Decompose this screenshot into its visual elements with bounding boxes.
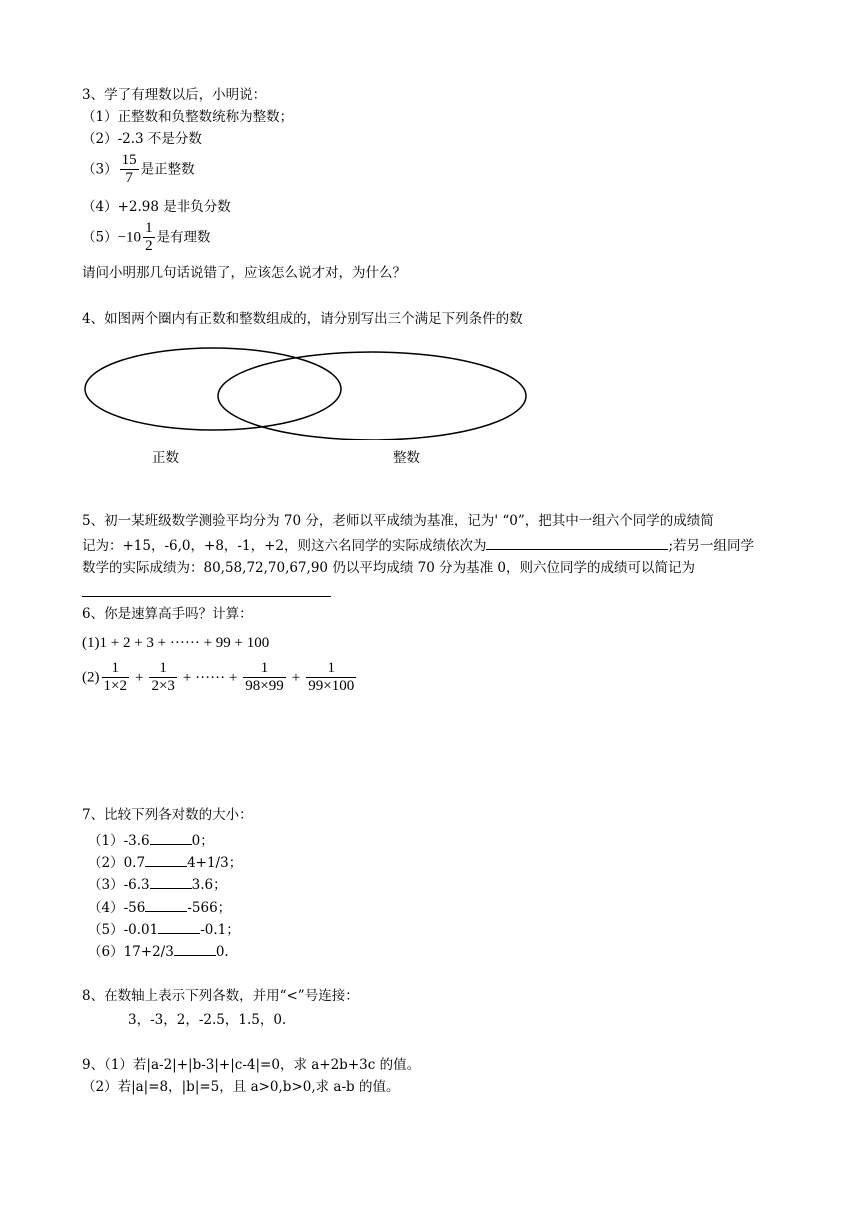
q7-item-right: -566； bbox=[187, 900, 232, 916]
q8-numbers: 3，-3，2，-2.5，1.5，0. bbox=[128, 1012, 287, 1028]
q3-s5-suffix: 是有理数 bbox=[156, 229, 211, 246]
q9-part-1: 9、（1）若|a-2|+|b-3|+|c-4|=0，求 a+2b+3c 的值。 bbox=[82, 1057, 421, 1073]
q3-statement-3 bbox=[82, 152, 195, 187]
q3-s3-denominator: 7 bbox=[125, 170, 133, 186]
positive-numbers-ellipse bbox=[85, 348, 341, 430]
q7-answer-blank[interactable] bbox=[158, 920, 200, 934]
q7-item-right: 4+1/3； bbox=[187, 855, 243, 871]
q6-fraction-1 bbox=[102, 660, 129, 695]
q3-s5-whole: −10 bbox=[117, 229, 142, 246]
q7-answer-blank[interactable] bbox=[150, 875, 192, 889]
q6-f4-numerator: 1 bbox=[306, 660, 356, 678]
q3-statement-4: （4）+2.98 是非负分数 bbox=[82, 199, 231, 215]
q4-title: 4、如图两个圈内有正数和整数组成的，请分别写出三个满足下列条件的数 bbox=[82, 311, 523, 327]
venn-label-positive: 正数 bbox=[152, 450, 179, 466]
fraction-1-over-2 bbox=[143, 220, 155, 255]
q7-item bbox=[88, 898, 231, 917]
q5-line-3: 数学的实际成绩为：80,58,72,70,67,90 仍以平均成绩 70 分为基准 0，则六位同学的成绩可以简记为 bbox=[82, 560, 695, 576]
q7-item-right: 3.6； bbox=[191, 877, 227, 893]
q3-s3-numerator: 15 bbox=[121, 152, 137, 168]
q6-dots: + ······ + bbox=[182, 669, 238, 686]
q7-item-left: （1）-3.6 bbox=[88, 833, 150, 849]
integers-ellipse bbox=[218, 352, 526, 440]
q9-part-2: （2）若|a|=8，|b|=5，且 a>0,b>0,求 a-b 的值。 bbox=[82, 1079, 400, 1095]
q7-item bbox=[88, 853, 242, 872]
q5-line-2b: ;若另一组同学 bbox=[668, 538, 755, 554]
q7-item-left: （2）0.7 bbox=[88, 855, 146, 871]
q6-f1-denominator: 1×2 bbox=[103, 678, 127, 694]
q7-item bbox=[88, 875, 227, 894]
q8-title: 8、在数轴上表示下列各数，并用“<”号连接： bbox=[82, 988, 359, 1004]
q5-line-2a: 记为：+15，-6,0，+8，-1，+2，则这六名同学的实际成绩依次为 bbox=[82, 538, 487, 554]
q7-item-left: （6）17+2/3 bbox=[88, 944, 174, 960]
q7-item-left: （4）-56 bbox=[88, 900, 146, 916]
q7-item bbox=[88, 942, 229, 961]
q3-s3-prefix: （3） bbox=[82, 161, 118, 178]
q5-answer-blank-2[interactable] bbox=[82, 596, 331, 597]
q6-f3-numerator: 1 bbox=[243, 660, 285, 678]
q3-s3-suffix: 是正整数 bbox=[140, 161, 195, 178]
q7-answer-blank[interactable] bbox=[145, 853, 187, 867]
q6-p2-label: (2) bbox=[82, 669, 100, 686]
q3-title: 3、学了有理数以后，小明说： bbox=[82, 87, 267, 103]
q6-problem-1: (1)1 + 2 + 3 + ······ + 99 + 100 bbox=[82, 635, 270, 651]
q6-plus-1: + bbox=[134, 669, 144, 686]
q5-line-2 bbox=[82, 536, 754, 555]
q6-f2-numerator: 1 bbox=[149, 660, 176, 678]
q5-answer-blank-1[interactable] bbox=[486, 536, 668, 550]
q6-f1-numerator: 1 bbox=[102, 660, 129, 678]
q6-fraction-3 bbox=[243, 660, 285, 695]
q7-answer-blank[interactable] bbox=[150, 831, 192, 845]
q3-s5-prefix: （5） bbox=[82, 229, 118, 246]
q3-statement-2: （2）-2.3 不是分数 bbox=[82, 131, 202, 147]
q5-line-1: 5、初一某班级数学测验平均分为 70 分，老师以平成绩为基准，记为' “0”，把其中一组六个同学的成绩简 bbox=[82, 513, 714, 529]
q3-s5-denominator: 2 bbox=[145, 238, 153, 254]
q7-item bbox=[88, 831, 214, 850]
q6-fraction-2 bbox=[149, 660, 176, 695]
q6-title: 6、你是速算高手吗？计算： bbox=[82, 606, 253, 622]
q7-item bbox=[88, 920, 240, 939]
q6-f2-denominator: 2×3 bbox=[151, 678, 175, 694]
q6-fraction-4 bbox=[306, 660, 356, 695]
venn-label-integer: 整数 bbox=[393, 450, 420, 466]
q7-title: 7、比较下列各对数的大小： bbox=[82, 807, 253, 823]
q7-item-left: （3）-6.3 bbox=[88, 877, 150, 893]
q3-s5-numerator: 1 bbox=[145, 220, 153, 236]
fraction-15-over-7 bbox=[120, 152, 139, 187]
q3-statement-5 bbox=[82, 220, 211, 255]
q7-item-right: -0.1； bbox=[200, 922, 240, 938]
q7-item-left: （5）-0.01 bbox=[88, 922, 159, 938]
q7-answer-blank[interactable] bbox=[145, 898, 187, 912]
q3-ask: 请问小明那几句话说错了，应该怎么说才对，为什么？ bbox=[82, 265, 406, 281]
q7-item-right: 0. bbox=[215, 944, 229, 960]
venn-diagram bbox=[80, 340, 540, 440]
q6-plus-2: + bbox=[291, 669, 301, 686]
q7-answer-blank[interactable] bbox=[174, 942, 216, 956]
q6-problem-2 bbox=[82, 660, 358, 695]
q7-item-right: 0； bbox=[191, 833, 214, 849]
q6-f4-denominator: 99×100 bbox=[308, 678, 355, 694]
q3-statement-1: （1）正整数和负整数统称为整数； bbox=[82, 109, 294, 125]
q6-f3-denominator: 98×99 bbox=[245, 678, 284, 694]
